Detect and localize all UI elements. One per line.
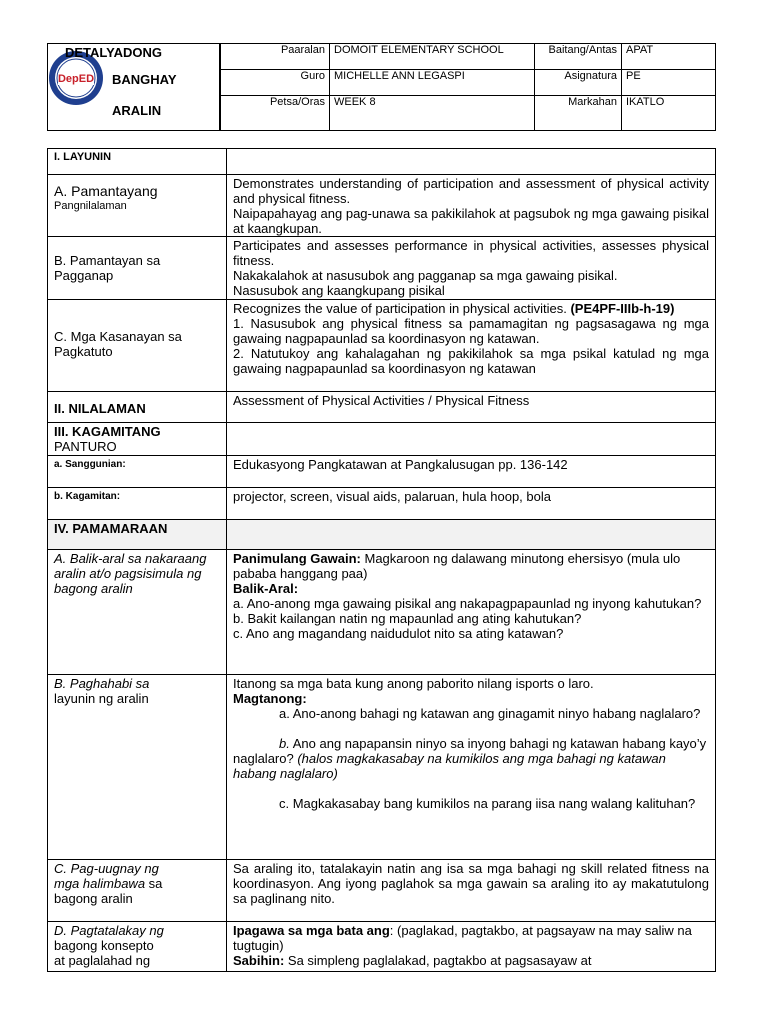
paghahabi-q1: a. Ano-anong bahagi ng katawan ang ginagamit ninyo habang naglalaro? xyxy=(279,706,701,721)
balik-aral-content xyxy=(227,550,716,675)
pamamaraan-heading: IV. PAMAMARAAN xyxy=(48,520,227,550)
title-line-2: BANGHAY xyxy=(112,72,177,87)
petsa-label: Petsa/Oras xyxy=(221,96,330,131)
kasanayan-item-2: 2. Natutukoy ang kahalagahan ng pakikilahok sa mga psikal katulad ng mga gawaing nagpapaunlad sa koordinasyon ng katawan xyxy=(233,346,709,376)
kagamitan-value: projector, screen, visual aids, palaruan, hula hoop, bola xyxy=(227,488,716,520)
kagamitan-empty xyxy=(227,423,716,456)
sanggunian-label: a. Sanggunian: xyxy=(48,456,227,488)
pagganap-content xyxy=(227,237,716,300)
pag-uugnay-label-1: C. Pag-uugnay ng xyxy=(54,861,159,876)
pagganap-label-cell xyxy=(48,237,227,300)
nilalaman-value: Assessment of Physical Activities / Physical Fitness xyxy=(227,392,716,423)
sabihin-label: Sabihin: xyxy=(233,953,285,968)
pagtatalakay-content xyxy=(227,922,716,972)
nilalaman-heading: II. NILALAMAN xyxy=(54,401,146,416)
markahan-label: Markahan xyxy=(535,96,622,131)
baitang-label: Baitang/Antas xyxy=(535,44,622,70)
paghahabi-content xyxy=(227,675,716,860)
pangnilalaman-label: Pangnilalaman xyxy=(54,200,127,212)
logo-text: DepED xyxy=(57,73,95,85)
paghahabi-label-1: B. Paghahabi sa xyxy=(54,676,150,691)
magtanong-heading: Magtanong: xyxy=(233,691,307,706)
pagganap-fil-2: Nasusubok ang kaangkupang pisikal xyxy=(233,283,445,298)
pamamaraan-empty xyxy=(227,520,716,550)
paghahabi-label-2: layunin ng aralin xyxy=(54,691,149,706)
pamantayang-fil: Naipapahayag ang pag-unawa sa pakikilahok at pagsubok ng mga gawaing pisikal at kaangkupan. xyxy=(233,206,709,236)
paaralan-value: DOMOIT ELEMENTARY SCHOOL xyxy=(330,44,535,70)
pagganap-fil-1: Nakakalahok at nasusubok ang pagganap sa mga gawaing pisikal. xyxy=(233,268,618,283)
pag-uugnay-content: Sa araling ito, tatalakayin natin ang isa sa mga bahagi ng skill related fitness na koordinasyon. Ang iyong paglahok sa mga gawain sa araling ito ay makatutulong sa paglinang nito. xyxy=(227,860,716,922)
sabihin-text: Sa simpleng paglalakad, pagtakbo at pagsasayaw at xyxy=(287,953,592,968)
balik-aral-heading: Balik-Aral: xyxy=(233,581,299,596)
balik-aral-q3: c. Ano ang magandang naidudulot nito sa ating katawan? xyxy=(233,626,564,641)
pag-uugnay-label-2: mga halimbawa xyxy=(54,876,146,891)
panimulang-gawain-label: Panimulang Gawain: xyxy=(233,551,361,566)
school-info-table xyxy=(220,43,716,131)
paghahabi-q3: c. Magkakasabay bang kumikilos na parang iisa nang walang kalituhan? xyxy=(279,796,696,811)
title-line-3: ARALIN xyxy=(112,103,162,118)
layunin-heading: I. LAYUNIN xyxy=(48,149,227,175)
layunin-empty xyxy=(227,149,716,175)
markahan-value: IKATLO xyxy=(622,96,716,131)
title-line-1: DETALYADONG xyxy=(65,45,163,60)
pagtatalakay-label-cell xyxy=(48,922,227,972)
kagamitan-heading-cell xyxy=(48,423,227,456)
ipagawa-text: : (paglakad, pagtakbo, at pagsayaw na may saliw na tugtugin) xyxy=(233,923,692,953)
balik-aral-label: A. Balik-aral sa nakaraang aralin at/o pagsisimula ng bagong aralin xyxy=(48,550,227,675)
pamantayang-label: A. Pamantayang xyxy=(54,183,158,199)
pagtatalakay-label-1: D. Pagtatalakay ng xyxy=(54,923,164,938)
ipagawa-label: Ipagawa sa mga bata ang xyxy=(233,923,390,938)
pagtatalakay-label-2: bagong konsepto xyxy=(54,938,154,953)
petsa-value: WEEK 8 xyxy=(330,96,535,131)
balik-aral-q1: a. Ano-anong mga gawaing pisikal ang nakapagpapaunlad ng inyong kahutukan? xyxy=(233,596,702,611)
kasanayan-label-cell xyxy=(48,300,227,392)
kasanayan-main: Recognizes the value of participation in physical activities. (PE4PF-IIIb-h-19) xyxy=(233,301,675,316)
kasanayan-content xyxy=(227,300,716,392)
pamantayang-label-cell xyxy=(48,175,227,237)
pag-uugnay-label-cell xyxy=(48,860,227,922)
guro-label: Guro xyxy=(221,70,330,96)
kasanayan-label: C. Mga Kasanayan sa Pagkatuto xyxy=(54,329,182,359)
paaralan-label: Paaralan xyxy=(221,44,330,70)
nilalaman-heading-cell xyxy=(48,392,227,423)
guro-value: MICHELLE ANN LEGASPI xyxy=(330,70,535,96)
pamantayang-content xyxy=(227,175,716,237)
asignatura-label: Asignatura xyxy=(535,70,622,96)
asignatura-value: PE xyxy=(622,70,716,96)
header-title-box xyxy=(47,43,220,131)
sanggunian-value: Edukasyong Pangkatawan at Pangkalusugan pp. 136-142 xyxy=(227,456,716,488)
baitang-value: APAT xyxy=(622,44,716,70)
paghahabi-q2-note: (halos magkakasabay na kumikilos ang mga bahagi ng katawan habang naglalaro) xyxy=(233,751,666,781)
pagganap-label: B. Pamantayan sa Pagganap xyxy=(54,253,161,283)
paghahabi-q2: b. Ano ang napapansin ninyo sa inyong bahagi ng katawan habang kayo’y naglalaro? (halos magkakasabay na kumikilos ang mga bahagi ng katawan habang naglalaro) xyxy=(233,736,707,781)
balik-aral-q2: b. Bakit kailangan natin ng mapaunlad ang ating kahutukan? xyxy=(233,611,582,626)
kagamitan-label: b. Kagamitan: xyxy=(48,488,227,520)
kagamitan-heading-1: III. KAGAMITANG xyxy=(54,424,161,439)
paghahabi-label-cell xyxy=(48,675,227,860)
kasanayan-item-1: 1. Nasusubok ang physical fitness sa pamamagitan ng pagsasagawa ng mga gawaing nagpapaunlad sa koordinasyon ng katawan. xyxy=(233,316,709,346)
paghahabi-intro: Itanong sa mga bata kung anong paborito nilang isports o laro. xyxy=(233,676,594,691)
pagganap-en: Participates and assesses performance in physical activities, assesses physical fitness. xyxy=(233,238,709,268)
kagamitan-heading-2: PANTURO xyxy=(54,439,117,454)
panimulang-gawain-text: Magkaroon ng dalawang minutong ehersisyo (mula ulo pababa hanggang paa) xyxy=(233,551,681,581)
pag-uugnay-label-4: bagong aralin xyxy=(54,891,133,906)
pagtatalakay-label-3: at paglalahad ng xyxy=(54,953,151,968)
pag-uugnay-label-3: sa xyxy=(148,876,163,891)
lesson-table xyxy=(47,148,716,972)
pamantayang-en: Demonstrates understanding of participation and assessment of physical activity and physical fitness. xyxy=(233,176,709,206)
kasanayan-code: (PE4PF-IIIb-h-19) xyxy=(570,301,675,316)
